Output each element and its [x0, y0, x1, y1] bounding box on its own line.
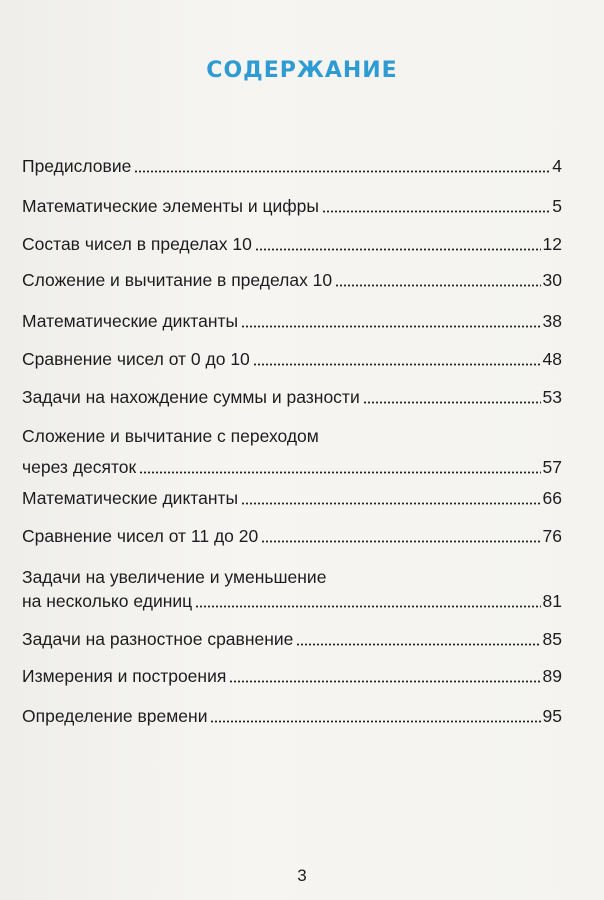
- toc-entry-page: 38: [542, 311, 562, 331]
- toc-entry: [22, 196, 562, 217]
- toc-entry-title: на несколько единиц: [22, 591, 193, 611]
- toc-entry-page: 48: [542, 349, 562, 369]
- dot-leader: [335, 284, 540, 287]
- toc-entry-title-line1: Задачи на увеличение и уменьшение: [22, 567, 327, 587]
- toc-entry-page: 30: [542, 270, 562, 290]
- toc-entry: [22, 426, 562, 478]
- toc-entry-title: Задачи на нахождение суммы и разности: [22, 387, 360, 407]
- toc-entry-title: Сравнение чисел от 0 до 10: [22, 349, 250, 369]
- dot-leader: [261, 540, 540, 543]
- toc-entry-page: 95: [542, 706, 562, 726]
- toc-entry-page: 89: [542, 666, 562, 686]
- dot-leader: [363, 401, 541, 404]
- dot-leader: [241, 325, 540, 328]
- page-number: 3: [297, 866, 307, 885]
- toc-entry: [22, 488, 562, 509]
- toc-entry-title: Определение времени: [22, 706, 208, 726]
- toc-entry-page: 81: [542, 591, 562, 611]
- toc-entry: [22, 270, 562, 291]
- toc-entry-page: 5: [552, 196, 562, 216]
- toc-entry-title: Математические диктанты: [22, 488, 239, 508]
- toc-entry-title: Задачи на разностное сравнение: [22, 629, 294, 649]
- toc-entry-title: Предисловие: [22, 156, 132, 176]
- dot-leader: [253, 363, 541, 366]
- page-title: СОДЕРЖАНИЕ: [206, 58, 398, 83]
- toc-entry-title: Сравнение чисел от 11 до 20: [22, 526, 259, 546]
- toc-entry: [22, 629, 562, 650]
- dot-leader: [195, 605, 540, 608]
- toc-entry: [22, 706, 562, 727]
- dot-leader: [241, 502, 540, 505]
- toc-entry: [22, 349, 562, 370]
- dot-leader: [229, 680, 540, 683]
- toc-entry: [22, 234, 562, 255]
- toc-entry-title: через десяток: [22, 457, 137, 477]
- toc-entry-page: 85: [542, 629, 562, 649]
- dot-leader: [255, 248, 541, 251]
- toc-entry-page: 12: [542, 234, 562, 254]
- toc-entry-title-line1: Сложение и вычитание с переходом: [22, 426, 319, 446]
- dot-leader: [139, 471, 540, 474]
- toc-entry-page: 66: [542, 488, 562, 508]
- toc-entry: [22, 311, 562, 332]
- toc-entry: [22, 526, 562, 547]
- toc-entry-page: 76: [542, 526, 562, 546]
- toc-entry: [22, 666, 562, 687]
- toc-entry: [22, 387, 562, 408]
- toc-entry-title: Математические диктанты: [22, 311, 239, 331]
- toc-entry-page: 4: [552, 156, 562, 176]
- dot-leader: [296, 643, 540, 646]
- toc-entry-title: Измерения и построения: [22, 666, 227, 686]
- dot-leader: [322, 210, 550, 213]
- toc-entry-page: 53: [542, 387, 562, 407]
- toc-entry: [22, 567, 562, 612]
- dot-leader: [134, 170, 550, 173]
- toc-entry-title: Состав чисел в пределах 10: [22, 234, 252, 254]
- toc-entry: [22, 156, 562, 177]
- dot-leader: [210, 720, 540, 723]
- toc-entry-title: Математические элементы и цифры: [22, 196, 319, 216]
- toc-entry-page: 57: [542, 457, 562, 477]
- toc-entry-title: Сложение и вычитание в пределах 10: [22, 270, 333, 290]
